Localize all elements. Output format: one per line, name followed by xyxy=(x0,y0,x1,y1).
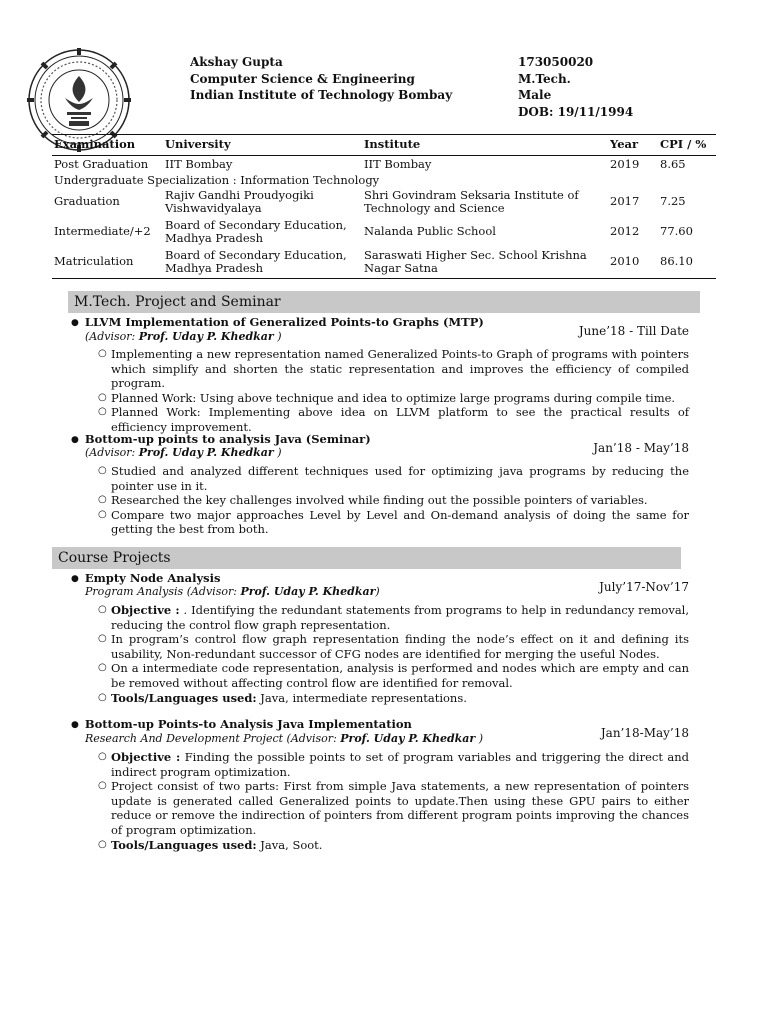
project-points xyxy=(98,603,690,705)
table-row xyxy=(52,187,716,217)
list-item: ○ Tools/Languages used: Java, Soot. xyxy=(98,837,323,852)
list-item: ○ Project consist of two parts: First from simple Java statements, a new representation of pointers update is generated called Generalized points to update.Then using these GPU pairs to either reduce or remove the indirection of pointers from different program points improving the chances of program optimization. xyxy=(98,779,689,837)
circle-bullet-icon: ○ xyxy=(98,691,107,703)
project-advisor: Program Analysis (Advisor: Prof. Uday P. Khedkar) xyxy=(85,585,380,598)
institute-cell: Saraswati Higher Sec. School Krishna Nagar Satna xyxy=(362,247,608,279)
circle-bullet-icon: ○ xyxy=(98,780,107,792)
institute-cell: Shri Govindram Seksaria Institute of Technology and Science xyxy=(364,187,579,215)
list-item: ○ Compare two major approaches Level by Level and On-demand analysis of doing the same for getting the best from both. xyxy=(98,507,689,537)
university-cell: Board of Secondary Education, Madhya Pradesh xyxy=(163,247,362,279)
project-advisor: Research And Development Project (Advisor: Prof. Uday P. Khedkar ) xyxy=(85,732,484,745)
list-item: ○ Tools/Languages used: Java, intermediate representations. xyxy=(98,690,467,705)
university-cell: Rajiv Gandhi Proudyogiki Vishwavidyalaya xyxy=(165,187,314,215)
project-date: June’18 - Till Date xyxy=(578,324,689,338)
project-advisor: (Advisor: Prof. Uday P. Khedkar ) xyxy=(85,446,282,459)
gender: Male xyxy=(518,88,552,102)
list-item: ○ Studied and analyzed different techniques used for optimizing java programs by reducing the pointer use in it. xyxy=(98,464,689,493)
date-of-birth: DOB: 19/11/1994 xyxy=(518,104,634,119)
year-cell: 2017 xyxy=(610,194,640,208)
exam-cell: Post Graduation xyxy=(54,157,149,172)
list-item: ○ Planned Work: Implementing above idea on LLVM platform to see the practical results of efficiency improvement. xyxy=(98,405,689,434)
bullet-icon: ● xyxy=(71,720,79,730)
specialization-note: Undergraduate Specialization : Information Technology xyxy=(54,172,380,187)
department: Computer Science & Engineering xyxy=(190,71,415,86)
circle-bullet-icon: ○ xyxy=(98,662,107,674)
circle-bullet-icon: ○ xyxy=(98,604,107,615)
table-row xyxy=(52,217,716,247)
list-item: ○ In program’s control flow graph representation finding the node’s effect on it and defining its usability, Non-redundant successor of CFG nodes are identified for merging the useful Nodes. xyxy=(98,632,689,661)
circle-bullet-icon: ○ xyxy=(98,508,107,520)
score-cell: 86.10 xyxy=(658,247,716,279)
candidate-name: Akshay Gupta xyxy=(190,55,283,69)
list-item: ○ Objective : Finding the possible points to set of program variables and triggering the direct and indirect program optimization. xyxy=(98,750,690,779)
section-header-mtech: M.Tech. Project and Seminar xyxy=(68,291,700,313)
list-item: ○ Implementing a new representation named Generalized Points-to Graph of programs with pointers which simplify and shorten the static representation and improves the efficiency of compiled program. xyxy=(98,347,689,391)
bullet-icon: ● xyxy=(71,318,79,328)
score-cell: 77.60 xyxy=(660,224,693,238)
list-item: ○ On a intermediate code representation, analysis is performed and nodes which are empty and can be removed without affecting control flow are identified for removal. xyxy=(98,661,689,690)
project-title: ● Bottom-up Points-to Analysis Java Implementation xyxy=(71,717,412,731)
circle-bullet-icon: ○ xyxy=(98,406,107,418)
year-cell: 2012 xyxy=(610,224,640,238)
table-header-row xyxy=(52,135,716,156)
section-header-course: Course Projects xyxy=(52,547,681,569)
institute-cell: IIT Bombay xyxy=(364,157,432,172)
bullet-icon: ● xyxy=(71,574,79,584)
project-advisor: (Advisor: Prof. Uday P. Khedkar ) xyxy=(85,330,282,343)
institute-cell: Nalanda Public School xyxy=(364,224,496,238)
table-row xyxy=(52,156,716,174)
project-points xyxy=(98,464,689,537)
circle-bullet-icon: ○ xyxy=(98,465,107,476)
table-row xyxy=(52,174,716,187)
table-row xyxy=(52,247,716,279)
header-institute: Institute xyxy=(362,135,608,156)
circle-bullet-icon: ○ xyxy=(98,633,107,645)
bullet-icon: ● xyxy=(71,435,79,445)
header-university: University xyxy=(163,135,362,156)
year-cell: 2019 xyxy=(610,157,640,172)
project-date: Jan’18-May’18 xyxy=(600,726,689,740)
degree: M.Tech. xyxy=(518,71,571,86)
score-cell: 7.25 xyxy=(660,194,686,208)
university-cell: IIT Bombay xyxy=(165,157,233,172)
score-cell: 8.65 xyxy=(660,157,686,172)
exam-cell: Graduation xyxy=(54,194,120,208)
exam-cell: Matriculation xyxy=(52,247,163,279)
circle-bullet-icon: ○ xyxy=(98,494,107,506)
project-points xyxy=(98,750,690,852)
circle-bullet-icon: ○ xyxy=(98,838,107,850)
header-examination: Examination xyxy=(52,135,163,156)
exam-cell: Intermediate/+2 xyxy=(54,224,151,238)
circle-bullet-icon: ○ xyxy=(98,751,107,762)
institute-name: Indian Institute of Technology Bombay xyxy=(190,88,453,102)
project-title: ● Empty Node Analysis xyxy=(71,571,221,585)
project-date: Jan’18 - May’18 xyxy=(593,441,689,455)
project-title: ● LLVM Implementation of Generalized Points-to Graphs (MTP) xyxy=(71,315,484,329)
list-item: ○ Planned Work: Using above technique and idea to optimize large programs during compile time. xyxy=(98,390,676,405)
header-year: Year xyxy=(608,135,658,156)
header-cpi: CPI / % xyxy=(658,135,716,156)
circle-bullet-icon: ○ xyxy=(98,391,107,403)
year-cell: 2010 xyxy=(608,247,658,279)
list-item: ○ Objective : . Identifying the redundant statements from programs to help in redundancy removal, reducing the control flow graph representation. xyxy=(98,603,690,632)
circle-bullet-icon: ○ xyxy=(98,348,107,359)
project-points xyxy=(98,347,689,435)
university-cell: Board of Secondary Education, Madhya Pradesh xyxy=(165,217,347,245)
education-table xyxy=(52,134,716,279)
project-title: ● Bottom-up points to analysis Java (Seminar) xyxy=(71,432,371,446)
project-date: July’17-Nov’17 xyxy=(599,580,689,594)
roll-number: 173050020 xyxy=(518,55,594,69)
list-item: ○ Researched the key challenges involved while finding out the possible pointers of variables. xyxy=(98,493,648,508)
